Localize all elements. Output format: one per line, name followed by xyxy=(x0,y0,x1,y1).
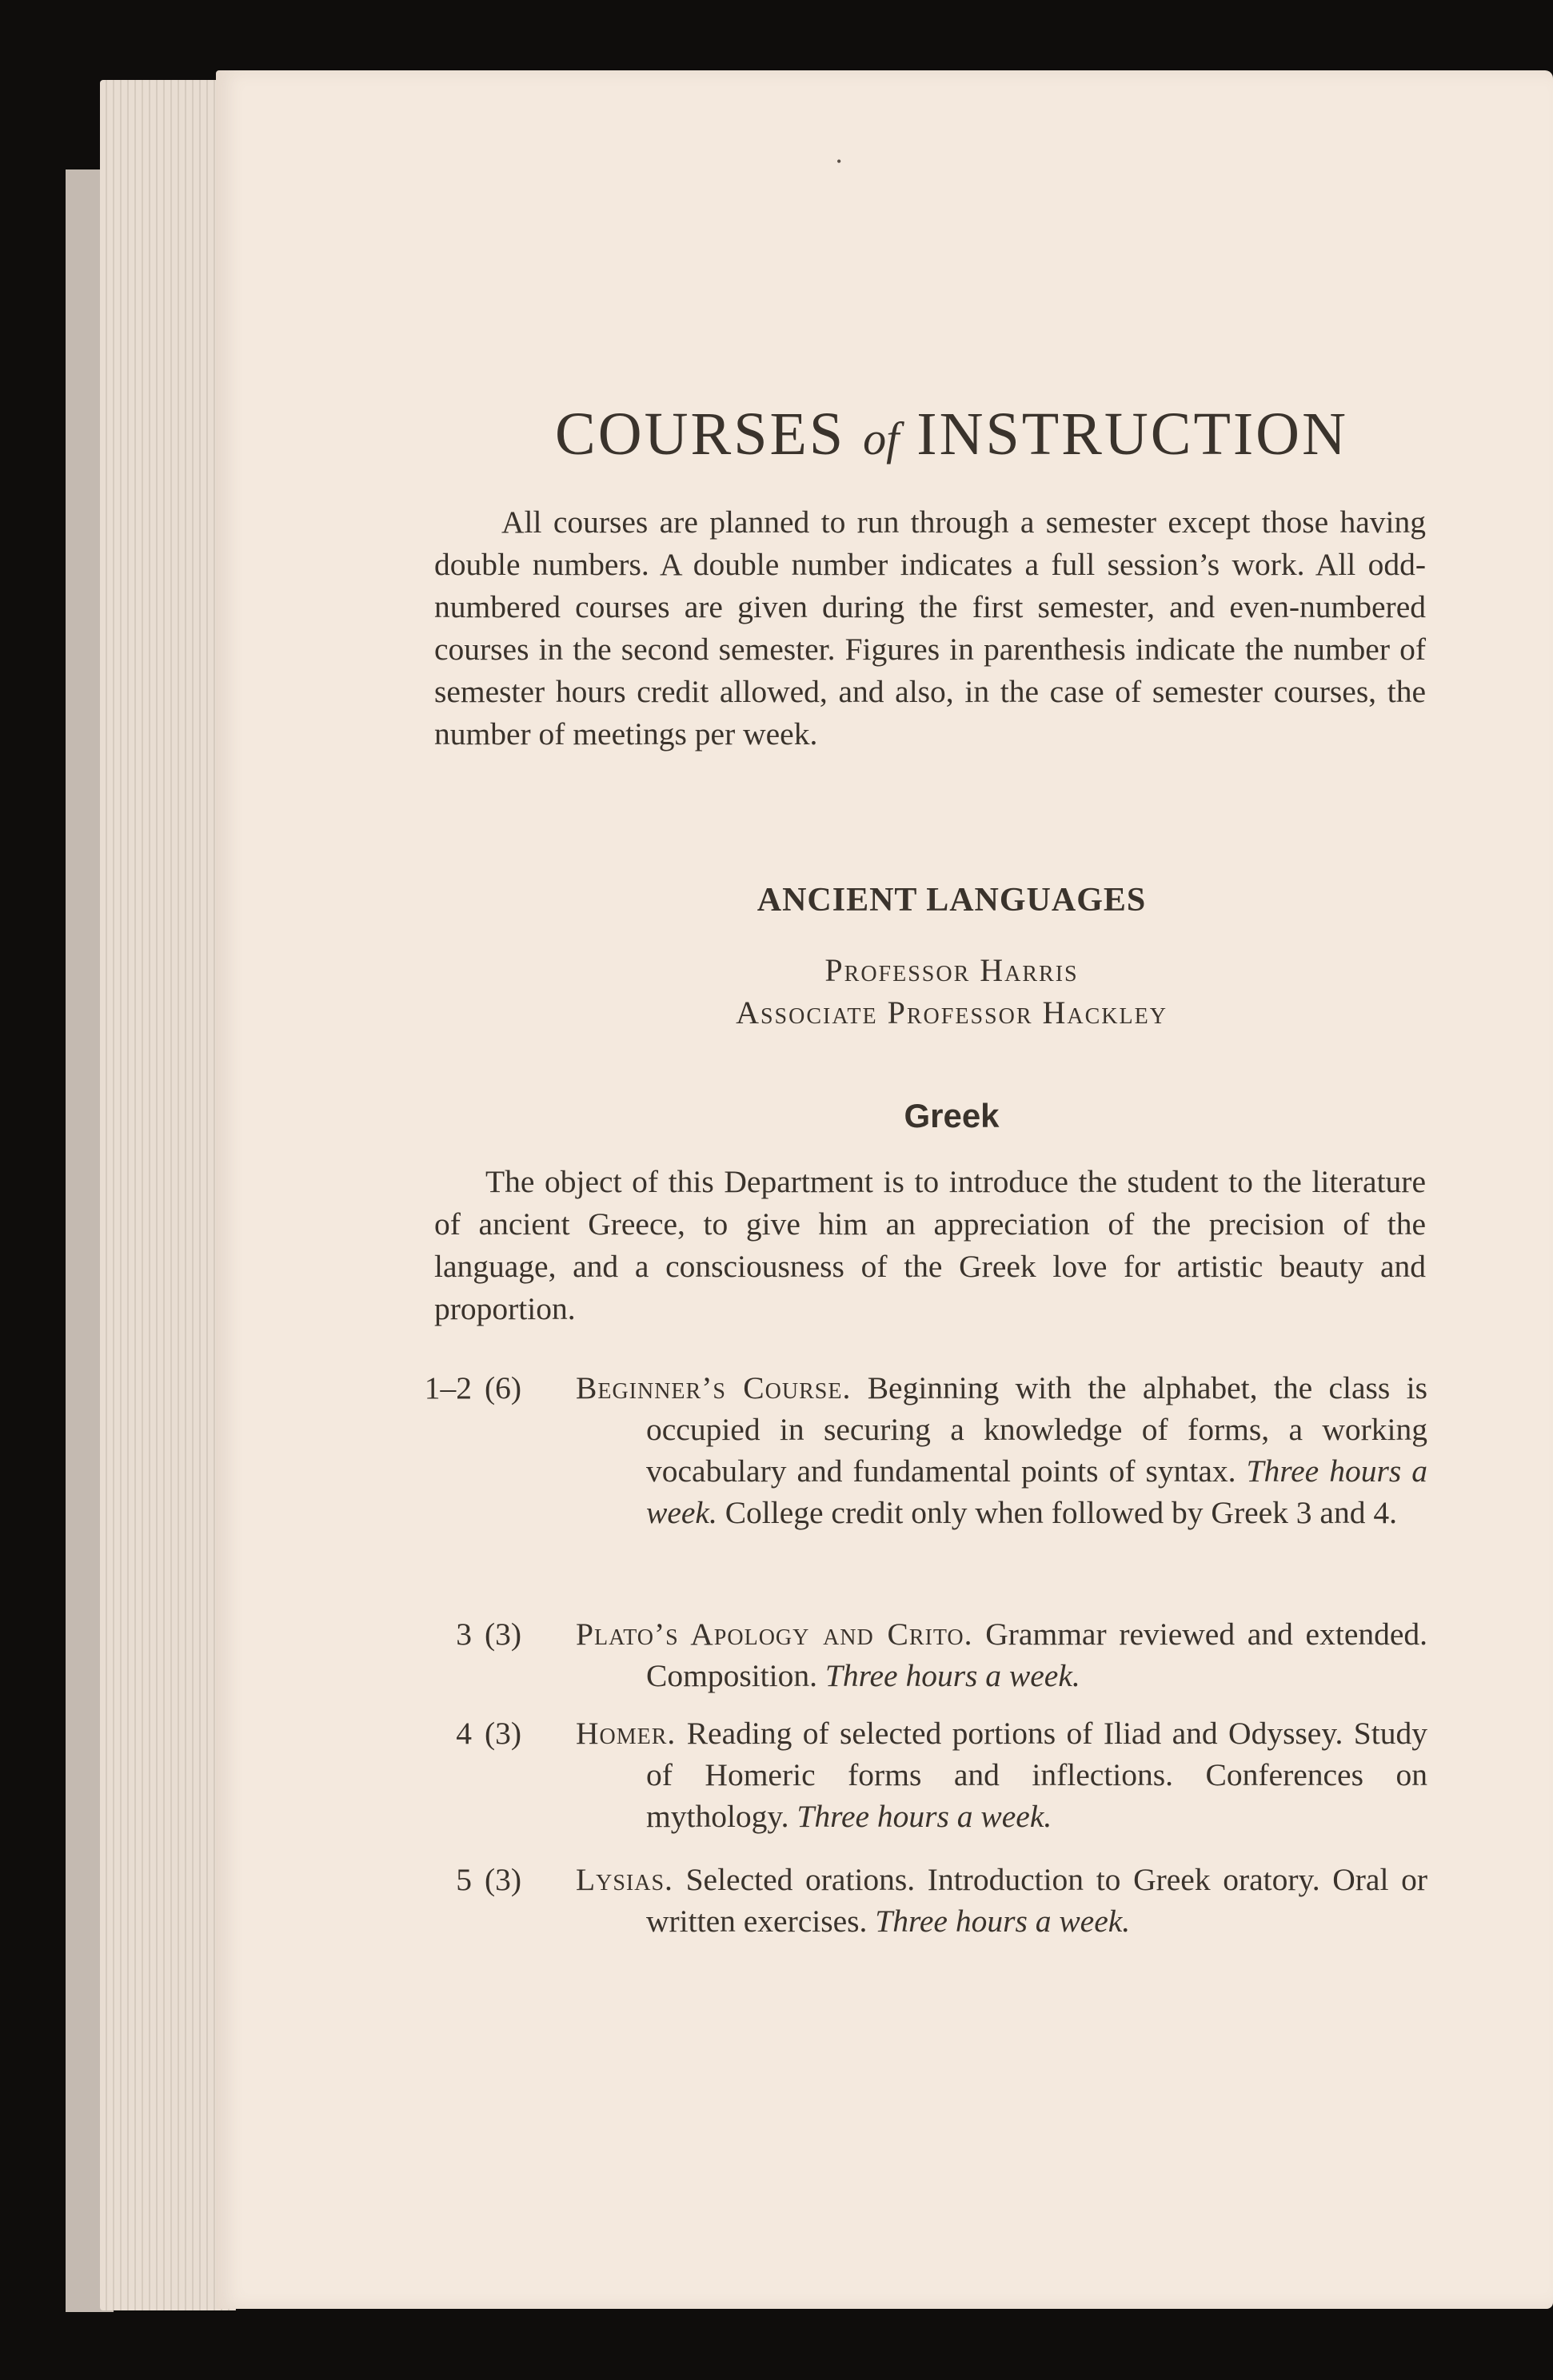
page-mark: • xyxy=(836,153,842,169)
course-description xyxy=(576,1859,1427,1942)
page-title xyxy=(432,400,1471,469)
course-schedule: Three hours a week. xyxy=(646,1453,1427,1530)
course-title: Beginner’s Course. xyxy=(576,1370,852,1405)
intro-paragraph: All courses are planned to run through a semester except those having double numbers. A double number indicates a full session’s work. All odd-numbered courses are given during the first semester, and even-numbered courses in the second semester. Figures in parenthesis indicate the number of semester hours credit allowed, and also, in the case of semester courses, the number of meetings per week. xyxy=(434,504,1426,751)
course-entry xyxy=(416,1859,1427,1942)
course-text: Beginning with the alphabet, the class is occupied in securing a knowledge of forms, a working vocabulary and fundamental points of syntax. xyxy=(646,1370,1427,1489)
professor-line: Professor Harris xyxy=(824,952,1079,988)
course-text: Selected orations. Introduction to Greek oratory. Oral or written exercises. xyxy=(646,1862,1427,1939)
course-title: Plato’s Apology and Crito. xyxy=(576,1617,973,1652)
title-word-courses: COURSES xyxy=(555,401,846,468)
course-credit: (3) xyxy=(485,1716,522,1751)
department-intro: The object of this Department is to introduce the student to the literature of ancient Greece, to give him an appreciation of the precision of the language, and a consciousness of the Greek love for artistic beauty and proportion. xyxy=(434,1164,1426,1326)
course-schedule: Three hours a week. xyxy=(824,1658,1080,1693)
subsection-heading: Greek xyxy=(904,1097,1000,1134)
course-number: 4 xyxy=(456,1716,472,1751)
course-number: 5 xyxy=(456,1862,472,1897)
course-schedule: Three hours a week. xyxy=(875,1904,1131,1939)
course-entry xyxy=(416,1712,1427,1837)
course-credit: (6) xyxy=(485,1370,522,1405)
course-schedule: Three hours a week. xyxy=(796,1799,1052,1834)
course-description xyxy=(576,1712,1427,1837)
course-credit: (3) xyxy=(485,1617,522,1652)
course-credit: (3) xyxy=(485,1862,522,1897)
course-number: 1–2 xyxy=(424,1370,472,1405)
course-text-tail: College credit only when followed by Greek 3 and 4. xyxy=(717,1495,1397,1530)
course-number: 3 xyxy=(456,1617,472,1652)
course-description xyxy=(576,1613,1427,1696)
course-text: Reading of selected portions of Iliad and Odyssey. Study of Homeric forms and inflections. Conferences on mythology. xyxy=(646,1716,1427,1834)
title-word-instruction: INSTRUCTION xyxy=(916,401,1348,468)
course-entry xyxy=(416,1367,1427,1533)
course-description xyxy=(576,1367,1427,1533)
course-title: Lysias. xyxy=(576,1862,673,1897)
section-heading: ANCIENT LANGUAGES xyxy=(757,882,1147,919)
course-title: Homer. xyxy=(576,1716,677,1751)
course-entry xyxy=(416,1613,1427,1696)
course-text: Grammar reviewed and extended. Composition. xyxy=(646,1617,1428,1693)
professor-line: Associate Professor Hackley xyxy=(736,995,1168,1031)
title-word-of: of xyxy=(863,413,900,464)
